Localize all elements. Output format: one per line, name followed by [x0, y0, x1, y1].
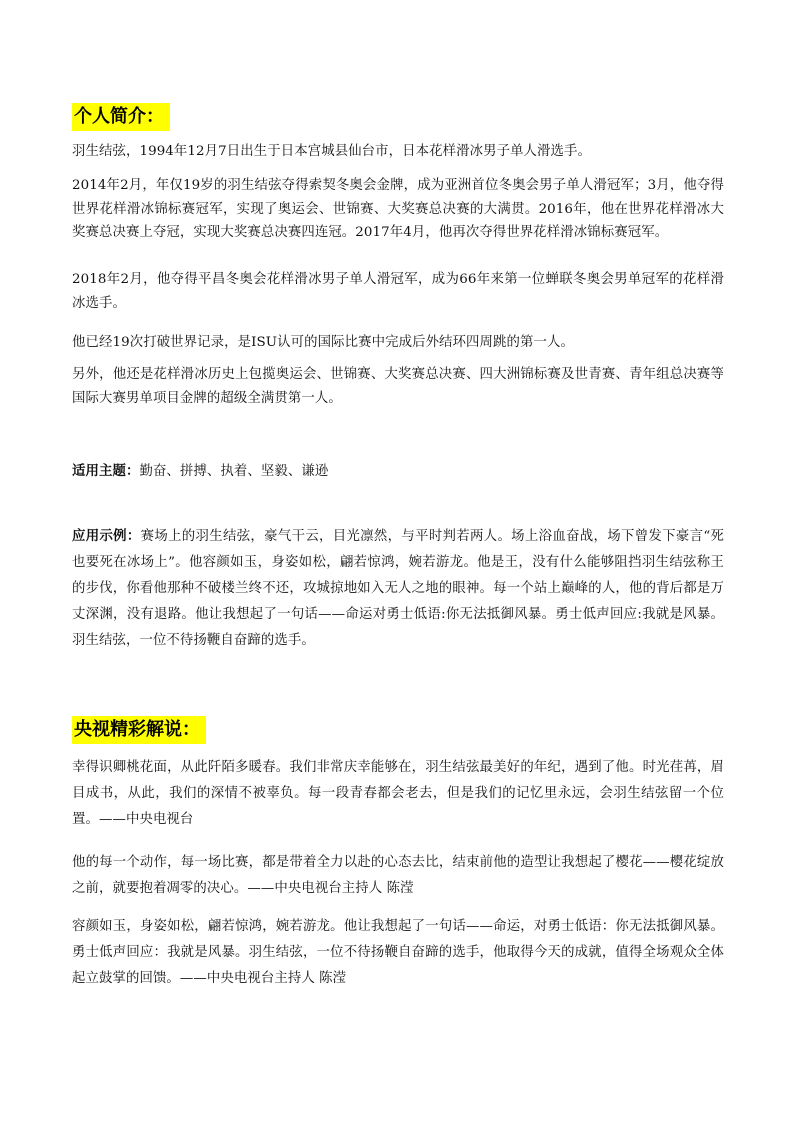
- themes-label: 适用主题：: [72, 464, 140, 479]
- example-label: 应用示例：: [72, 529, 141, 544]
- example-text: 赛场上的羽生结弦，豪气干云，目光凛然，与平时判若两人。场上浴血奋战，场下曾发下豪言“死也要死在冰场上”。他容颜如玉，身姿如松，翩若惊鸿，婉若游龙。他是王，没有什么能够阻挡羽生结弦称王的步伐，你看他那种不破楼兰终不还，攻城掠地如入无人之地的眼神。每一个站上巅峰的人，他的背后都是万丈深渊，没有退路。他让我想起了一句话——命运对勇士低语:你无法抵御风暴。勇士低声回应:我就是风暴。羽生结弦，一位不待扬鞭自奋蹄的选手。: [72, 529, 724, 648]
- profile-paragraph-3: 2018年2月，他夺得平昌冬奥会花样滑冰男子单人滑冠军，成为66年来第一位蝉联冬奥会男单冠军的花样滑冰选手。: [72, 272, 724, 311]
- themes-text: 勤奋、拼搏、执着、坚毅、谦逊: [139, 464, 329, 479]
- profile-paragraph-1: 羽生结弦，1994年12月7日出生于日本宫城县仙台市，日本花样滑冰男子单人滑选手。: [72, 144, 592, 159]
- profile-paragraph-2: 2014年2月，年仅19岁的羽生结弦夺得索契冬奥会金牌，成为亚洲首位冬奥会男子单人滑冠军；3月，他夺得世界花样滑冰锦标赛冠军，实现了奥运会、世锦赛、大奖赛总决赛的大满贯。2016年，他在世界花样滑冰大奖赛总决赛上夺冠，实现大奖赛总决赛四连冠。2017年4月，他再次夺得世界花样滑冰锦标赛冠军。: [72, 178, 724, 240]
- cctv-paragraph-1: 幸得识卿桃花面，从此阡陌多暖春。我们非常庆幸能够在，羽生结弦最美好的年纪，遇到了他。时光荏苒，眉目成书，从此，我们的深情不被辜负。每一段青春都会老去，但是我们的记忆里永远，会羽生结弦留一个位置。——中央电视台: [72, 760, 724, 827]
- themes-paragraph: [72, 460, 724, 484]
- cctv-paragraph-3: 容颜如玉，身姿如松，翩若惊鸿，婉若游龙。他让我想起了一句话——命运，对勇士低语：你无法抵御风暴。勇士低声回应：我就是风暴。羽生结弦，一位不待扬鞭自奋蹄的选手，他取得今天的成就，值得全场观众全体起立鼓掌的回馈。——中央电视台主持人 陈滢: [72, 919, 724, 986]
- cctv-paragraph-2: 他的每一个动作，每一场比赛，都是带着全力以赴的心态去比，结束前他的造型让我想起了樱花——樱花绽放之前，就要抱着凋零的决心。——中央电视台主持人 陈滢: [72, 855, 724, 896]
- profile-paragraph-5: 另外，他还是花样滑冰历史上包揽奥运会、世锦赛、大奖赛总决赛、四大洲锦标赛及世青赛、青年组总决赛等国际大赛男单项目金牌的超级全满贯第一人。: [72, 367, 724, 406]
- profile-paragraph-4: 他已经19次打破世界记录，是ISU认可的国际比赛中完成后外结环四周跳的第一人。: [72, 335, 574, 350]
- example-paragraph: [72, 524, 724, 654]
- section-heading-profile: 个人简介：: [72, 103, 170, 131]
- section-heading-cctv: 央视精彩解说：: [72, 716, 206, 744]
